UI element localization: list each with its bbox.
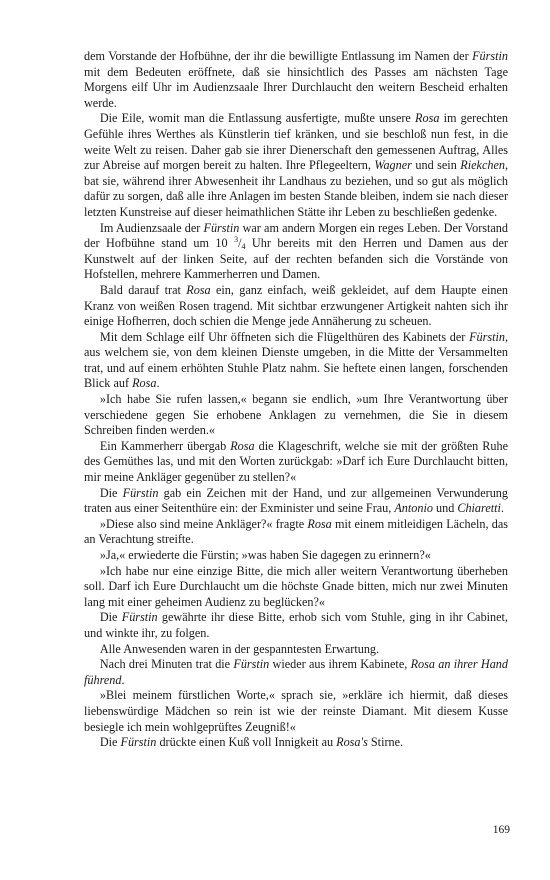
- emphasis-text: Rosa: [132, 376, 157, 391]
- page-number: 169: [492, 824, 510, 836]
- page-body: [84, 49, 508, 751]
- text-run: mit einem mitleidigen Lächeln, das an Verachtung streifte.: [84, 516, 508, 547]
- text-run: Im Audienzsaale der: [99, 220, 204, 235]
- paragraph-3: [84, 221, 508, 283]
- paragraph-13: [84, 642, 508, 658]
- paragraph-10: [84, 548, 508, 564]
- text-run: Nach drei Minuten trat die: [99, 657, 234, 672]
- paragraph-2: [84, 111, 508, 220]
- emphasis-text: Fürstin: [203, 220, 240, 235]
- paragraph-5: [84, 330, 508, 392]
- paragraph-4: [84, 283, 508, 330]
- emphasis-text: Fürstin: [121, 610, 158, 625]
- text-run: Bald darauf trat: [99, 282, 187, 297]
- emphasis-text: Fürstin: [120, 735, 157, 750]
- fraction-denominator: 4: [241, 242, 246, 252]
- emphasis-text: Fürstin: [122, 485, 159, 500]
- fraction-numerator: 3: [234, 235, 239, 245]
- text-run: und sein: [411, 158, 461, 173]
- text-run: gab ein Zeichen mit der Hand, und zur allgemeinen Verwunderung traten aus einer Seitenthüre ein: der Exminister und seine Frau,: [84, 485, 508, 516]
- text-run: »Diese also sind meine Ankläger?« fragte: [99, 516, 308, 531]
- paragraph-1: [84, 49, 508, 111]
- text-run: mit dem Bedeuten eröffnete, daß sie hinsichtlich des Passes am nächsten Tage Morgens eilf Uhr im Audienzsaale Ihrer Durchlaucht den weitern Bescheid erhalten werde.: [84, 64, 508, 110]
- text-run: und: [432, 501, 458, 516]
- paragraph-6: [84, 392, 508, 439]
- text-run: Die Eile, womit man die Entlassung ausfertigte, mußte unsere: [99, 111, 416, 126]
- paragraph-11: [84, 564, 508, 611]
- text-run: war am andern Morgen ein reges Leben. Der Vorstand der Hofbühne stand um 10: [84, 220, 508, 251]
- emphasis-text: Wagner: [374, 158, 412, 173]
- emphasis-text: Rosa an ihrer Hand führend: [84, 657, 508, 687]
- emphasis-text: Antonio: [394, 501, 433, 516]
- text-run: ein, ganz einfach, weiß gekleidet, auf dem Haupte einen Kranz von weißen Rosen tragend. Mit sichtbar erzwungener Artigkeit nahten sich ihr einige Hofherren, doch schien die Menge jede Annäherung zu scheuen.: [84, 282, 508, 329]
- emphasis-text: Chiaretti: [457, 501, 501, 516]
- text-run: drückte einen Kuß voll Innigkeit au: [156, 735, 337, 750]
- text-run: Stirne.: [367, 735, 404, 750]
- text-run: Die: [99, 610, 122, 625]
- text-run: wieder aus ihrem Kabinete,: [269, 657, 411, 672]
- paragraph-14: [84, 657, 508, 688]
- text-run: »Ich habe nur eine einzige Bitte, die mich aller weitern Verantwortung überheben soll. Darf ich Eure Durchlaucht um die höchste Gnade bitten, mich nur zwei Minuten lang mit einer geheimen Audienz zu beglücken?«: [84, 563, 508, 609]
- text-run: im gerechten Gefühle ihres Werthes als Künstlerin tief kränken, und sie beschloß nun fest, in die weite Welt zu reisen. Daher gab sie ihrer Dienerschaft den gemessenen Auftrag, Alles zur Abreise auf morgen bereit zu halten. Ihre Pflegeeltern,: [84, 111, 508, 173]
- text-run: .: [500, 501, 504, 516]
- paragraph-16: [84, 735, 508, 751]
- emphasis-text: Rosa: [307, 516, 332, 531]
- paragraph-8: [84, 486, 508, 517]
- emphasis-text: Rosa's: [336, 735, 368, 750]
- text-run: die Klageschrift, welche sie mit der größten Ruhe des Gemüthes las, und mit den Worten zurückgab: »Darf ich Eure Durchlaucht bitten, mir meine Ankläger gegenüber zu stellen?«: [84, 438, 508, 485]
- emphasis-text: Fürstin: [469, 329, 505, 344]
- emphasis-text: Rosa: [415, 111, 440, 126]
- paragraph-7: [84, 439, 508, 486]
- text-run: Die: [99, 485, 123, 500]
- text-run: »Ja,« erwiederte die Fürstin; »was haben Sie dagegen zu erinnern?«: [99, 548, 431, 562]
- text-run: Ein Kammerherr übergab: [99, 438, 231, 453]
- text-run: Mit dem Schlage eilf Uhr öffneten sich die Flügelthüren des Kabinets der: [99, 329, 470, 344]
- text-run: gewährte ihr diese Bitte, erhob sich vom Stuhle, ging in ihr Cabinet, und winkte ihr, zu folgen.: [84, 610, 508, 640]
- text-run: »Ich habe Sie rufen lassen,« begann sie endlich, »um Ihre Verantwortung über verschiedene gegen Sie erhobene Anklagen zu vernehmen, die Sie in diesem Schreiben finden werden.«: [84, 392, 508, 438]
- paragraph-15: [84, 688, 508, 735]
- text-run: Alle Anwesenden waren in der gespanntesten Erwartung.: [99, 641, 380, 656]
- text-run: , bat sie, während ihrer Abwesenheit ihr Landhaus zu beziehen, und so gut als möglich dafür zu sorgen, daß alle ihre Anlagen im besten Stande bleiben, indem sie nach dieser letzten Kunstreise auf dieser heimathlichen Stätte ihr Leben zu beschließen gedenke.: [84, 158, 508, 219]
- text-run: .: [121, 672, 125, 687]
- emphasis-text: Riekchen: [460, 158, 505, 173]
- emphasis-text: Rosa: [186, 282, 211, 297]
- emphasis-text: Rosa: [230, 438, 255, 453]
- emphasis-text: Fürstin: [233, 657, 270, 672]
- text-run: /: [238, 236, 242, 251]
- text-run: Uhr bereits mit den Herren und Damen aus der Kunstwelt auf der linken Seite, auf der rechten befanden sich die Vorstände von Hofstellen, mehrere Kammerherren und Damen.: [84, 236, 508, 282]
- text-run: , aus welchem sie, von dem kleinen Dienste umgeben, in die Mitte der Versammelten trat, und auf einem erhöhten Stuhle Platz nahm. Sie heftete einen langen, forschenden Blick auf: [84, 329, 508, 391]
- text-run: Die: [99, 735, 121, 750]
- emphasis-text: Fürstin: [472, 49, 508, 63]
- paragraph-12: [84, 610, 508, 641]
- text-run: »Blei meinem fürstlichen Worte,« sprach sie, »erkläre ich hiermit, daß dieses liebenswürdige Mädchen so rein ist wie der reinste Diamant. Mit diesem Kusse besiegle ich mein wohlgeprüftes Zeugniß!«: [84, 688, 508, 734]
- text-run: dem Vorstande der Hofbühne, der ihr die bewilligte Entlassung im Namen der: [84, 49, 473, 63]
- text-run: .: [156, 376, 160, 391]
- paragraph-9: [84, 517, 508, 548]
